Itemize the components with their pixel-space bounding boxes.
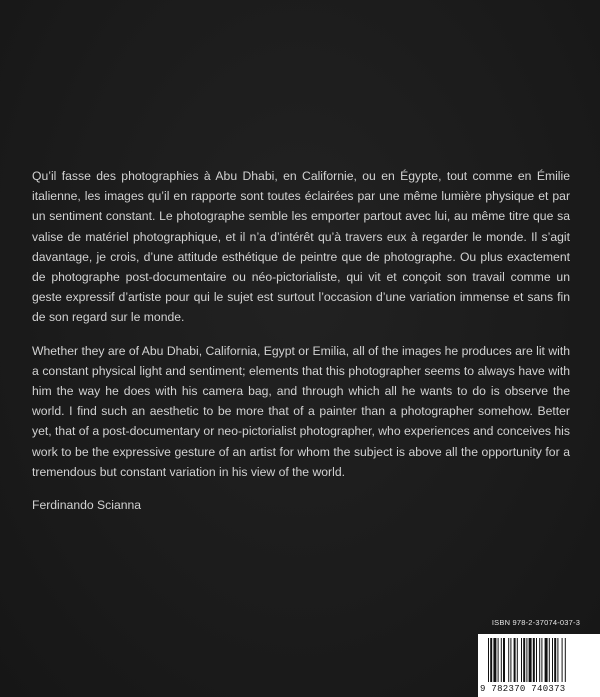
author-signature: Ferdinando Scianna (32, 498, 142, 513)
isbn-label: ISBN 978-2-37074-037-3 (491, 618, 581, 627)
barcode-icon (488, 638, 592, 684)
paragraph-english: Whether they are of Abu Dhabi, California, Egypt or Emilia, all of the images he produces are lit with a constant physical light and sentiment; elements that this photographer seems to always have with him the way he does with his camera bag, and through which all he wants to do is observe the world. I find such an aesthetic to be more that of a painter than a photographer somehow. Better yet, that of a post-documentary or neo-pictorialist photographer, who experiences and conceives his work to be the expressive gesture of an artist for whom the subject is above all the opportunity for a tremendous but constant variation in his view of the world. (32, 343, 570, 479)
text-block (32, 166, 570, 528)
paragraph-french: Qu’il fasse des photographies à Abu Dhabi, en Californie, ou en Égypte, tout comme en Émilie italienne, les images qu’il en rapporte sont toutes éclairées par une même lumière physique et par un sentiment constant. Le photographe semble les emporter partout avec lui, au même titre que sa valise de matériel photographique, et il n’a d’intérêt qu’à travers eux à regarder le monde. Il s’agit davantage, je crois, d’une attitude esthétique de peintre que de photographe. Ou plus exactement de photographe post-documentaire ou néo-pictorialiste, qui vit et conçoit son travail comme un geste expressif d’artiste pour qui le sujet est surtout l’occasion d’une variation immense et sans fin de son regard sur le monde. (32, 169, 570, 325)
barcode-digits: 9 782370 740373 (480, 684, 566, 694)
barcode-area (478, 618, 600, 697)
barcode-background (478, 634, 600, 697)
